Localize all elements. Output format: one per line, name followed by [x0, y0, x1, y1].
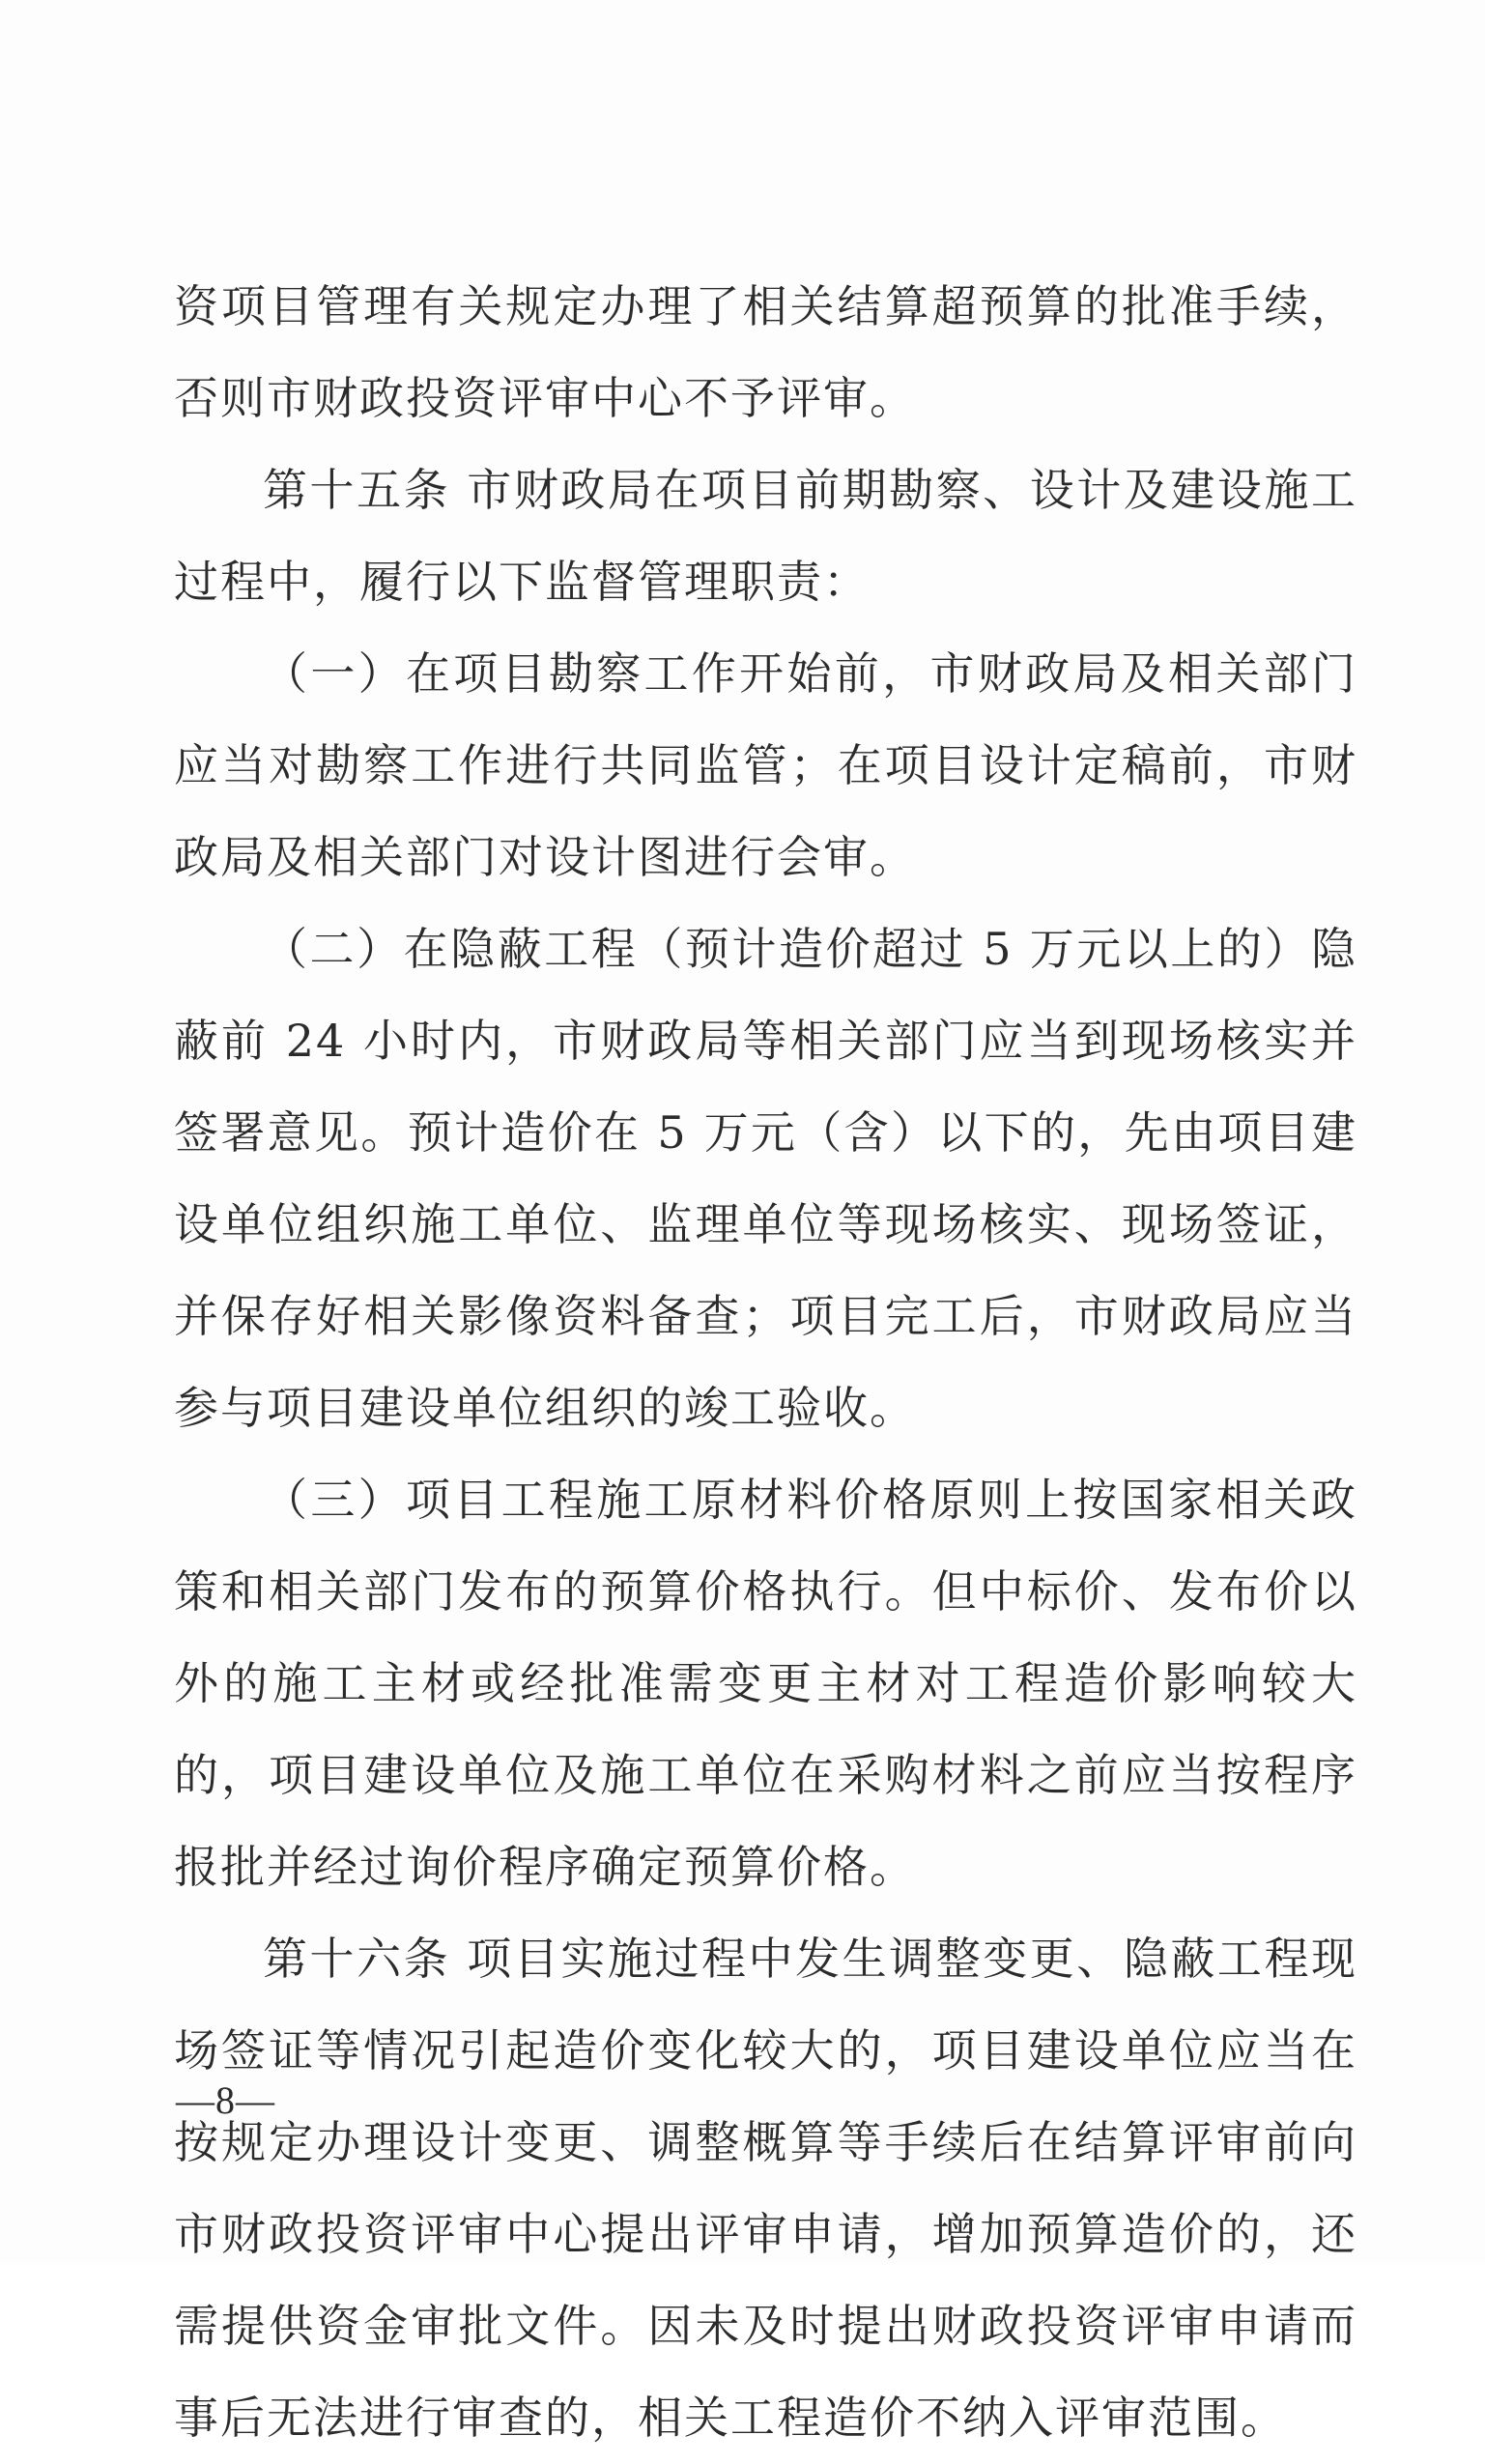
- paragraph-article-15: 第十五条 市财政局在项目前期勘察、设计及建设施工过程中，履行以下监督管理职责：: [174, 464, 1357, 608]
- paragraph-continuation: 资项目管理有关规定办理了相关结算超预算的批准手续，否则市财政投资评审中心不予评审。: [174, 280, 1357, 424]
- page-number: —8—: [176, 2078, 275, 2122]
- paragraph-item-2: （二）在隐蔽工程（预计造价超过 5 万元以上的）隐蔽前 24 小时内，市财政局等相关部门应当到现场核实并签署意见。预计造价在 5 万元（含）以下的，先由项目建设单位组织施工单位、监理单位等现场核实、现场签证，并保存好相关影像资料备查；项目完工后，市财政局应当参与项目建设单位组织的竣工验收。: [174, 923, 1357, 1434]
- document-body: [174, 261, 1357, 2464]
- paragraph-item-1: （一）在项目勘察工作开始前，市财政局及相关部门应当对勘察工作进行共同监管；在项目设计定稿前，市财政局及相关部门对设计图进行会审。: [174, 647, 1357, 883]
- paragraph-article-16: 第十六条 项目实施过程中发生调整变更、隐蔽工程现场签证等情况引起造价变化较大的，项目建设单位应当在按规定办理设计变更、调整概算等手续后在结算评审前向市财政投资评审中心提出评审申请，增加预算造价的，还需提供资金审批文件。因未及时提出财政投资评审申请而事后无法进行审查的，相关工程造价不纳入评审范围。: [174, 1933, 1357, 2444]
- paragraph-item-3: （三）项目工程施工原材料价格原则上按国家相关政策和相关部门发布的预算价格执行。但中标价、发布价以外的施工主材或经批准需变更主材对工程造价影响较大的，项目建设单位及施工单位在采购材料之前应当按程序报批并经过询价程序确定预算价格。: [174, 1474, 1357, 1893]
